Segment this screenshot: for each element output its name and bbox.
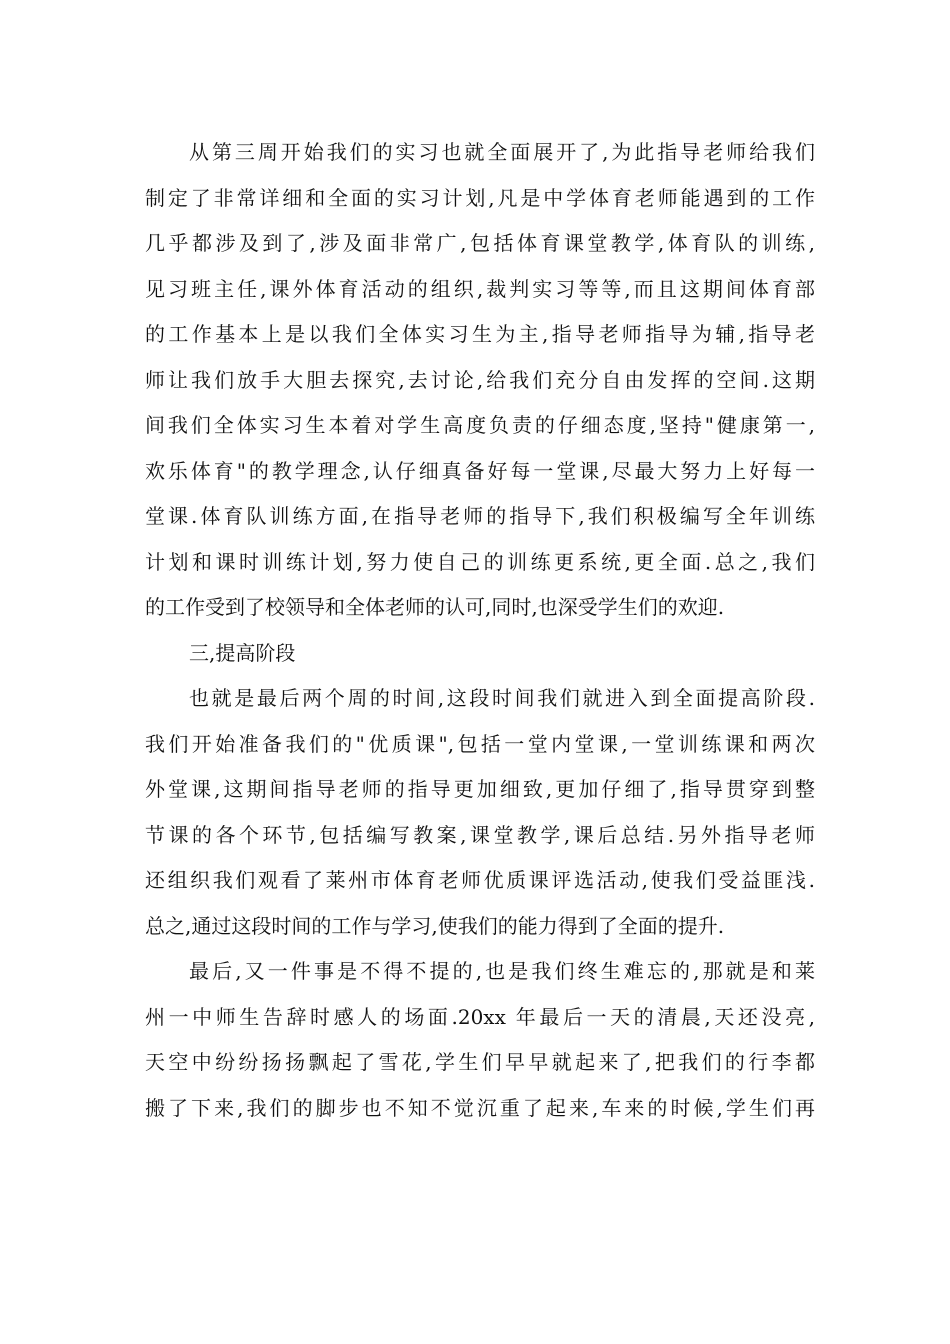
text-line: 几乎都涉及到了,涉及面非常广,包括体育课堂教学,体育队的训练, xyxy=(145,231,815,255)
text-line: 也就是最后两个周的时间,这段时间我们就进入到全面提高阶段. xyxy=(189,686,815,710)
text-line: 我们开始准备我们的"优质课",包括一堂内堂课,一堂训练课和两次 xyxy=(145,731,815,756)
text-line: 总之,通过这段时间的工作与学习,使我们的能力得到了全面的提升. xyxy=(145,913,725,938)
paragraph-1 xyxy=(145,130,815,631)
text-line: 从第三周开始我们的实习也就全面展开了,为此指导老师给我们 xyxy=(189,140,815,164)
text-line: 制定了非常详细和全面的实习计划,凡是中学体育老师能遇到的工作 xyxy=(145,185,815,210)
heading-text: 三,提高阶段 xyxy=(189,640,296,665)
text-line: 的工作受到了校领导和全体老师的认可,同时,也深受学生们的欢迎. xyxy=(145,595,725,619)
text-line: 州一中师生告辞时感人的场面.20xx 年最后一天的清晨,天还没亮, xyxy=(145,1004,815,1029)
text-line: 节课的各个环节,包括编写教案,课堂教学,课后总结.另外指导老师 xyxy=(145,822,815,847)
text-line: 欢乐体育"的教学理念,认仔细真备好每一堂课,尽最大努力上好每一 xyxy=(145,458,815,483)
text-line: 搬了下来,我们的脚步也不知不觉沉重了起来,车来的时候,学生们再 xyxy=(145,1095,815,1120)
section-heading xyxy=(145,631,815,677)
text-line: 还组织我们观看了莱州市体育老师优质课评选活动,使我们受益匪浅. xyxy=(145,868,815,892)
text-line: 间我们全体实习生本着对学生高度负责的仔细态度,坚持"健康第一, xyxy=(145,413,815,437)
paragraph-2 xyxy=(145,676,815,949)
text-line: 外堂课,这期间指导老师的指导更加细致,更加仔细了,指导贯穿到整 xyxy=(145,777,815,801)
text-line: 最后,又一件事是不得不提的,也是我们终生难忘的,那就是和莱 xyxy=(189,959,815,983)
text-line: 堂课.体育队训练方面,在指导老师的指导下,我们积极编写全年训练 xyxy=(145,504,815,528)
text-line: 计划和课时训练计划,努力使自己的训练更系统,更全面.总之,我们 xyxy=(145,549,815,574)
text-line: 师让我们放手大胆去探究,去讨论,给我们充分自由发挥的空间.这期 xyxy=(145,367,815,392)
text-line: 天空中纷纷扬扬飘起了雪花,学生们早早就起来了,把我们的行李都 xyxy=(145,1050,815,1074)
text-line: 见习班主任,课外体育活动的组织,裁判实习等等,而且这期间体育部 xyxy=(145,276,815,301)
document-body xyxy=(145,130,815,1131)
text-line: 的工作基本上是以我们全体实习生为主,指导老师指导为辅,指导老 xyxy=(145,322,815,346)
paragraph-3 xyxy=(145,949,815,1131)
